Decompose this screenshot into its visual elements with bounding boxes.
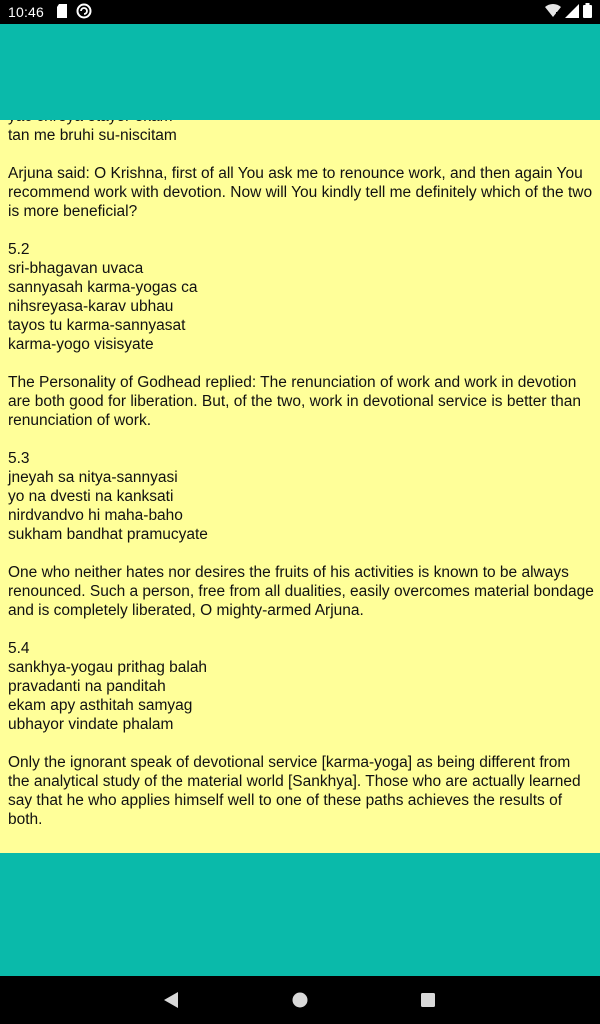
verse-content[interactable] [0,120,600,853]
status-icons-left [56,3,92,22]
verse-number: 5.2 [8,241,30,258]
status-time: 10:46 [8,4,45,20]
sync-icon [76,3,92,22]
verse-line: pravadanti na panditah [8,678,166,695]
translation-paragraph: Arjuna said: O Krishna, first of all You ask me to renounce work, and then again You recommend work with devotion. Now will You kindly tell me definitely which of the two is more beneficial? [8,165,593,220]
wifi-icon [545,4,561,21]
home-icon [291,991,309,1009]
home-button[interactable] [288,988,312,1012]
verse-line: jneyah sa nitya-sannyasi [8,469,178,486]
verse-line: ekam apy asthitah samyag [8,697,193,714]
verse-line: nihsreyasa-karav ubhau [8,298,174,315]
translation-paragraph: The Personality of Godhead replied: The renunciation of work and work in devotion are both good for liberation. But, of the two, work in devotional service is better than renunciation of work. [8,374,581,429]
footer-band [0,853,600,976]
verse-line: sankhya-yogau prithag balah [8,659,208,676]
status-icons-right [545,0,592,24]
back-icon [162,991,180,1009]
verse-line: tayos tu karma-sannyasat [8,317,186,334]
navigation-bar [0,976,600,1024]
verse-line: nirdvandvo hi maha-baho [8,507,183,524]
verse-line: tan me bruhi su-niscitam [8,127,177,144]
verse-line: ubhayor vindate phalam [8,716,174,733]
header-band [0,24,600,120]
verse-line: yo na dvesti na kanksati [8,488,174,505]
verse-text-block [8,107,596,829]
verse-number: 5.3 [8,450,30,467]
verse-line: karma-yogo visisyate [8,336,154,353]
verse-number: 5.4 [8,640,30,657]
sd-card-icon [56,4,68,21]
back-button[interactable] [159,988,183,1012]
translation-paragraph: One who neither hates nor desires the fruits of his activities is known to be always renounced. Such a person, free from all dualities, easily overcomes material bondage and is completely liberated, O mighty-armed Arjuna. [8,564,594,619]
recents-icon [420,992,436,1008]
verse-line: sannyasah karma-yogas ca [8,279,198,296]
recents-button[interactable] [416,988,440,1012]
signal-icon [565,4,579,21]
verse-line: sri-bhagavan uvaca [8,260,144,277]
status-bar [0,0,600,24]
translation-paragraph: Only the ignorant speak of devotional service [karma-yoga] as being different from the analytical study of the material world [Sankhya]. Those who are actually learned say that he who applies himself well to one of these paths achieves the results of both. [8,754,581,828]
verse-line: sukham bandhat pramucyate [8,526,208,543]
battery-icon [583,3,592,21]
